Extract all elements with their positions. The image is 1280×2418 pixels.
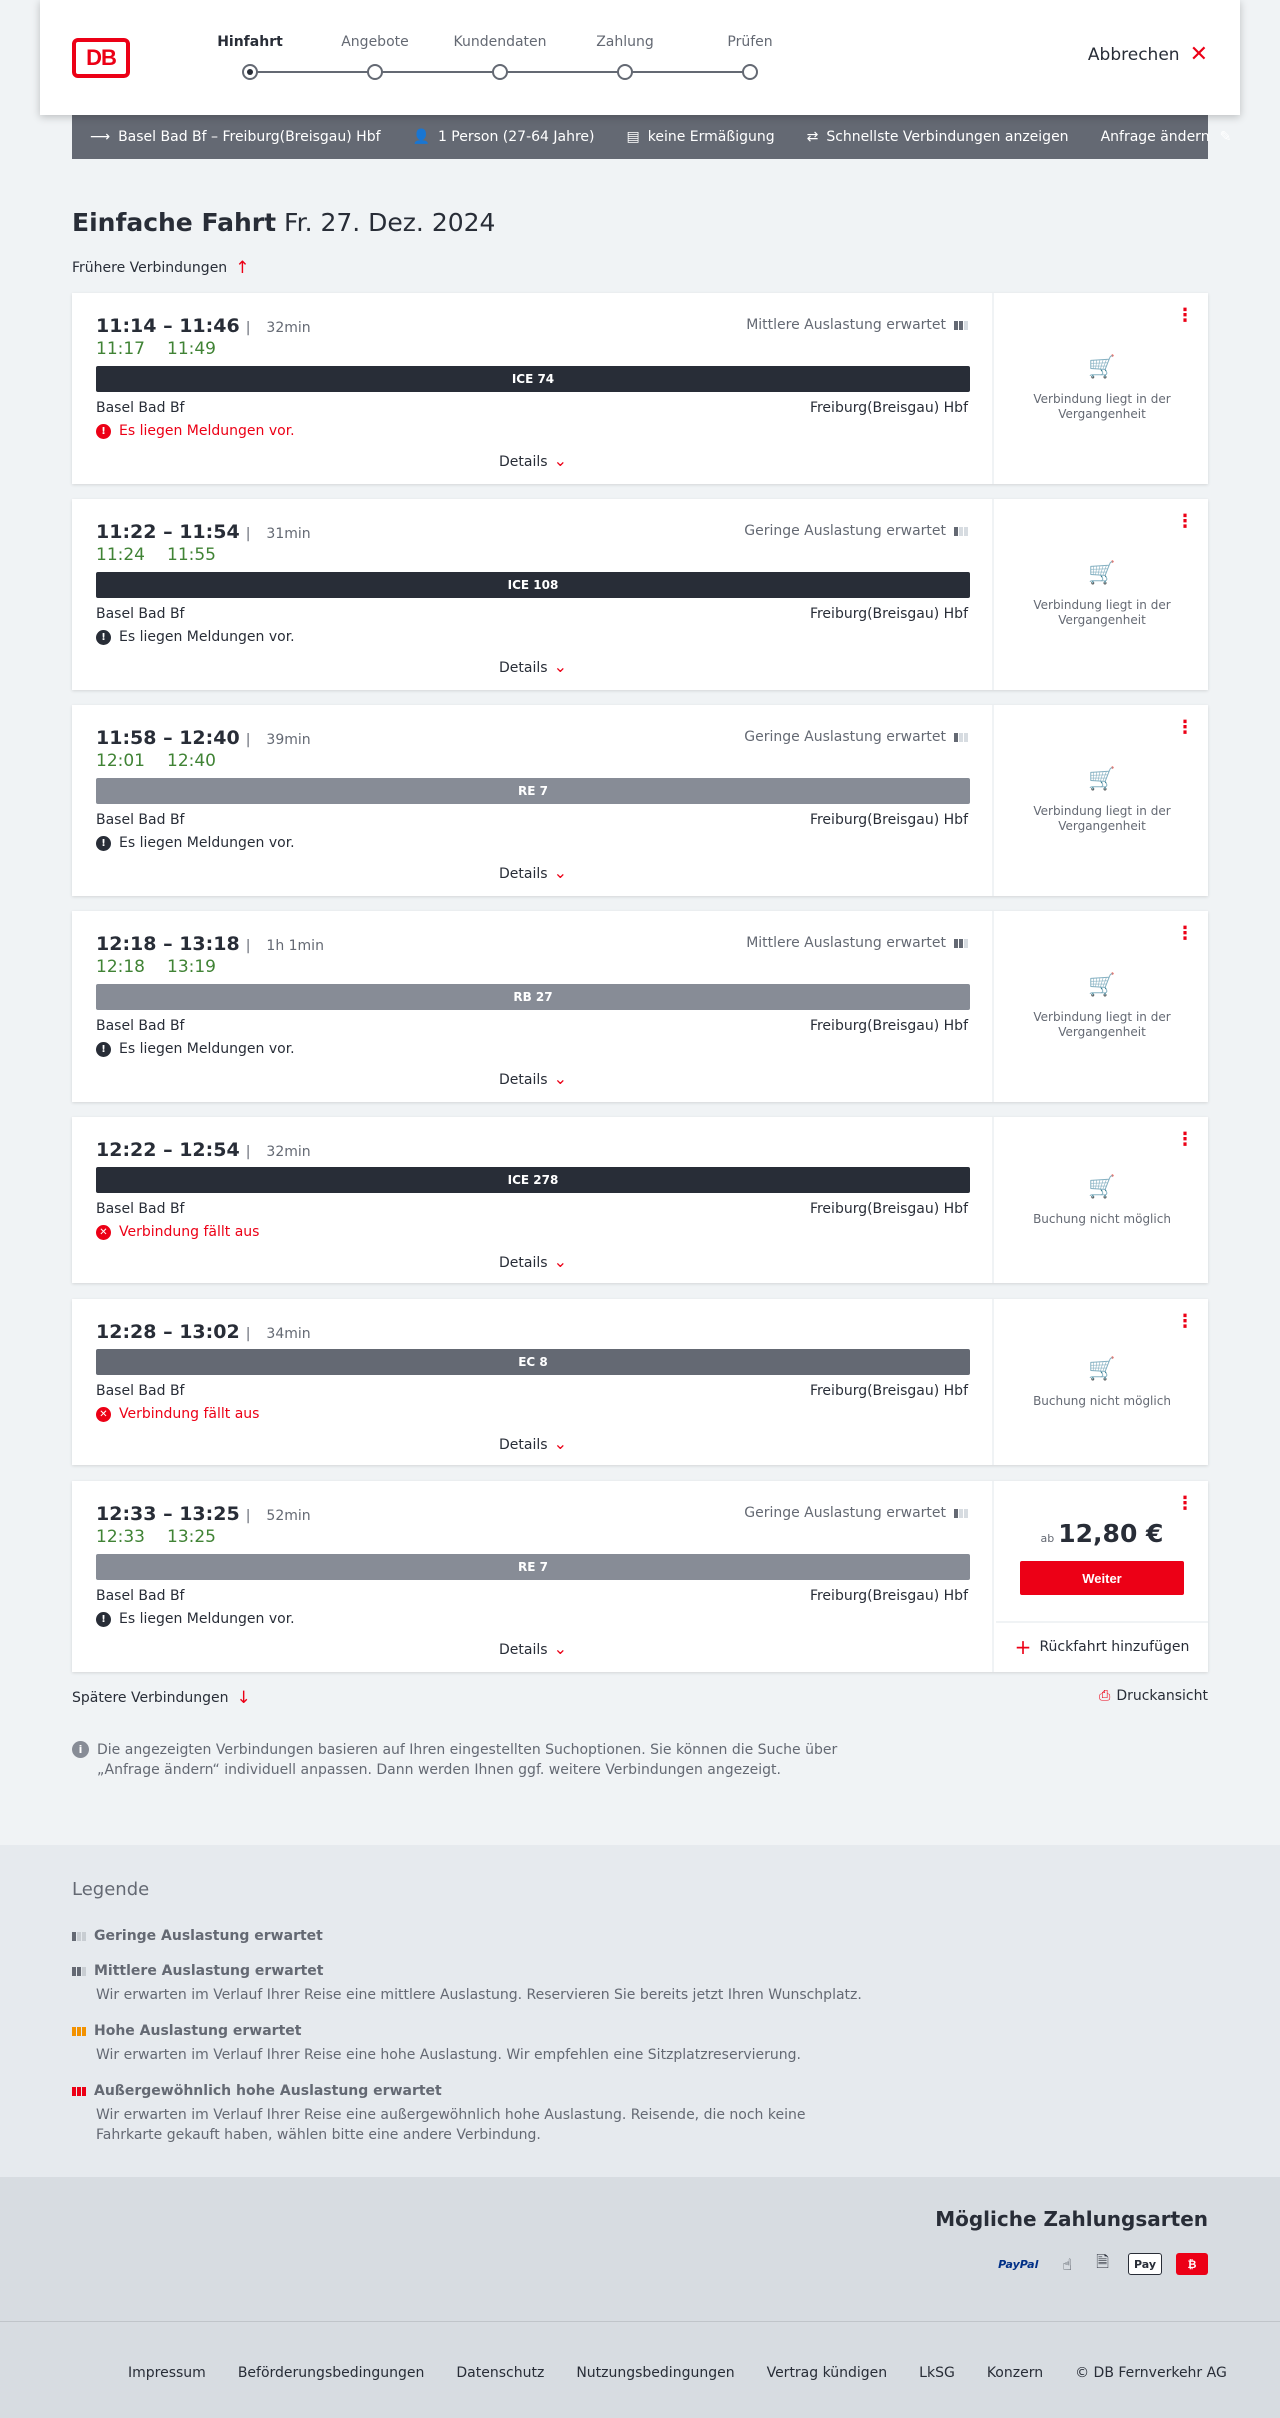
connection-main <box>72 1481 994 1672</box>
db-logo[interactable] <box>72 38 130 78</box>
add-return-trip-button[interactable] <box>996 1621 1208 1671</box>
message-alert <box>96 1041 295 1057</box>
discount-text: keine Ermäßigung <box>647 129 775 145</box>
from-station: Basel Bad Bf <box>96 1383 185 1399</box>
footer-link-befoerderungsbedingungen[interactable]: Beförderungsbedingungen <box>237 2365 425 2381</box>
booking-side <box>996 1117 1208 1283</box>
step-dot <box>617 64 633 80</box>
alert-icon: ! <box>96 1612 111 1627</box>
details-toggle[interactable] <box>72 1434 994 1453</box>
query-route[interactable] <box>90 129 381 145</box>
connection-card[interactable] <box>72 705 1208 896</box>
train-bar[interactable] <box>96 778 970 804</box>
legend-item-medium <box>72 1963 872 2005</box>
chevron-down-icon: ⌄ <box>553 1252 567 1271</box>
connection-main <box>72 1299 994 1465</box>
message-alert <box>96 835 295 851</box>
applepay-label: Pay <box>1133 2257 1156 2271</box>
message-alert <box>96 423 295 439</box>
cart-icon: 🛒 <box>1088 973 1116 998</box>
print-label: Druckansicht <box>1116 1688 1208 1704</box>
continue-button[interactable]: Weiter <box>1020 1561 1184 1595</box>
booking-side <box>996 911 1208 1102</box>
status-text: Verbindung liegt in der Vergangenheit <box>1033 1010 1171 1039</box>
later-connections-link[interactable] <box>72 1688 251 1708</box>
chevron-down-icon: ⌄ <box>553 657 567 676</box>
more-options-icon[interactable]: ⋮ <box>1176 305 1194 326</box>
separator: | <box>245 526 251 542</box>
load-text: Mittlere Auslastung erwartet <box>746 317 946 333</box>
close-icon: ✕ <box>1189 42 1208 67</box>
connection-times <box>96 1139 311 1161</box>
load-low-icon <box>72 1932 86 1941</box>
rt-arrival: 13:25 <box>167 1527 216 1547</box>
time-range: 12:33 – 13:25 <box>96 1503 240 1525</box>
return-label: Rückfahrt hinzufügen <box>1039 1639 1190 1655</box>
realtime-times <box>96 1527 238 1547</box>
connection-main <box>72 1117 994 1283</box>
duration: 32min <box>266 320 311 336</box>
load-text: Geringe Auslastung erwartet <box>744 523 946 539</box>
rt-departure: 12:01 <box>96 751 145 771</box>
filter-text: Schnellste Verbindungen anzeigen <box>826 129 1069 145</box>
to-station: Freiburg(Breisgau) Hbf <box>809 1383 968 1399</box>
plus-icon: + <box>1014 1635 1032 1659</box>
time-range: 11:22 – 11:54 <box>96 521 240 543</box>
to-station: Freiburg(Breisgau) Hbf <box>809 1588 968 1604</box>
train-bar[interactable] <box>96 984 970 1010</box>
step-zahlung <box>565 34 685 80</box>
connection-times <box>96 521 311 543</box>
legend-item-low <box>72 1928 872 1944</box>
separator: | <box>245 1144 251 1160</box>
separator: | <box>245 1326 251 1342</box>
separator: | <box>245 732 251 748</box>
duration: 31min <box>266 526 311 542</box>
more-options-icon[interactable]: ⋮ <box>1176 923 1194 944</box>
price-prefix: ab <box>1040 1532 1055 1545</box>
to-station: Freiburg(Breisgau) Hbf <box>809 400 968 416</box>
details-label: Details <box>499 1642 548 1658</box>
chevron-down-icon: ⌄ <box>553 1434 567 1453</box>
footer-link-impressum[interactable]: Impressum <box>128 2365 206 2381</box>
travellers-text: 1 Person (27-64 Jahre) <box>437 129 595 145</box>
connection-times <box>96 727 311 749</box>
footer-link-nutzungsbedingungen[interactable]: Nutzungsbedingungen <box>576 2365 735 2381</box>
train-name: ICE 108 <box>507 578 559 592</box>
message-text: Es liegen Meldungen vor. <box>119 1611 295 1627</box>
footer <box>0 2321 1280 2418</box>
rt-arrival: 12:40 <box>167 751 216 771</box>
cart-icon: 🛒 <box>1088 1175 1116 1200</box>
details-toggle[interactable] <box>72 1069 994 1088</box>
more-options-icon[interactable]: ⋮ <box>1176 1129 1194 1150</box>
booking-side <box>996 499 1208 690</box>
separator: | <box>245 938 251 954</box>
duration: 34min <box>266 1326 311 1342</box>
legend-item-high <box>72 2023 872 2065</box>
change-label: Anfrage ändern <box>1100 129 1210 145</box>
cancel-label: Abbrechen <box>1087 45 1180 65</box>
train-bar[interactable] <box>96 366 970 392</box>
chevron-down-icon: ⌄ <box>553 1069 567 1088</box>
filter-icon: ⇄ <box>806 129 819 145</box>
load-indicator <box>746 317 968 333</box>
alert-icon: ! <box>96 630 111 645</box>
from-station: Basel Bad Bf <box>96 606 185 622</box>
details-label: Details <box>499 866 548 882</box>
cart-status <box>996 1175 1208 1227</box>
price-value: 12,80 € <box>1058 1519 1164 1548</box>
step-dot <box>242 64 258 80</box>
query-discount[interactable] <box>627 129 775 145</box>
step-dot <box>742 64 758 80</box>
price <box>996 1519 1208 1548</box>
cancellation-alert <box>96 1406 259 1422</box>
load-indicator <box>744 523 968 539</box>
to-station: Freiburg(Breisgau) Hbf <box>809 1018 968 1034</box>
legend-item-text: Wir erwarten im Verlauf Ihrer Reise eine mittlere Auslastung. Reservieren Sie bereits jetzt Ihren Wunschplatz. <box>96 1987 862 2003</box>
train-bar[interactable] <box>96 572 970 598</box>
step-label: Prüfen <box>727 34 773 50</box>
query-travellers[interactable] <box>413 129 595 145</box>
time-range: 11:14 – 11:46 <box>96 315 240 337</box>
time-range: 12:28 – 13:02 <box>96 1321 240 1343</box>
step-angebote <box>315 34 435 80</box>
step-pruefen <box>690 34 810 80</box>
message-text: Es liegen Meldungen vor. <box>119 1041 295 1057</box>
print-icon: ⎙ <box>1099 1688 1111 1704</box>
legend-item-title: Hohe Auslastung erwartet <box>94 2023 302 2039</box>
direct-debit-icon: ☝ <box>1062 2254 1073 2274</box>
legend-title: Legende <box>72 1879 150 1900</box>
duration: 39min <box>266 732 311 748</box>
more-options-icon[interactable]: ⋮ <box>1176 1493 1194 1514</box>
legend-item-title: Mittlere Auslastung erwartet <box>94 1963 324 1979</box>
earlier-label: Frühere Verbindungen <box>72 260 228 276</box>
info-text: Die angezeigten Verbindungen basieren auf Ihren eingestellten Suchoptionen. Sie können die Suche über „Anfrage ändern“ individuell anpassen. Dann werden Ihnen ggf. weitere Verbindungen angezeigt. <box>97 1742 838 1778</box>
cancel-button[interactable] <box>1088 44 1208 66</box>
message-text: Verbindung fällt aus <box>119 1406 260 1422</box>
arrow-up-icon: ↑ <box>235 258 250 278</box>
details-toggle[interactable] <box>72 863 994 882</box>
more-options-icon[interactable]: ⋮ <box>1176 511 1194 532</box>
booking-side <box>996 1481 1208 1672</box>
load-exceptional-icon <box>72 2087 86 2096</box>
train-name: EC 8 <box>518 1355 548 1369</box>
realtime-times <box>96 339 238 359</box>
footer-link-datenschutz[interactable]: Datenschutz <box>456 2365 545 2381</box>
duration: 1h 1min <box>266 938 324 954</box>
arrow-down-icon: ↓ <box>236 1688 251 1708</box>
chevron-down-icon: ⌄ <box>553 863 567 882</box>
logo-text: DB <box>86 45 116 70</box>
details-label: Details <box>499 1072 548 1088</box>
cart-icon: 🛒 <box>1088 1357 1116 1382</box>
footer-link-konzern[interactable]: Konzern <box>986 2365 1044 2381</box>
from-station: Basel Bad Bf <box>96 812 185 828</box>
rt-departure: 12:18 <box>96 957 145 977</box>
message-alert <box>96 1611 295 1627</box>
details-toggle[interactable] <box>72 657 994 676</box>
legend-section <box>0 1845 1280 2177</box>
load-text: Mittlere Auslastung erwartet <box>746 935 946 951</box>
train-bar[interactable] <box>96 1167 970 1193</box>
connection-card[interactable] <box>72 1117 1208 1283</box>
connection-main <box>72 705 994 896</box>
load-indicator <box>746 935 968 951</box>
details-toggle[interactable] <box>72 451 994 470</box>
duration: 52min <box>266 1508 311 1524</box>
paypal-label: PayPal <box>998 2257 1039 2271</box>
step-dot <box>492 64 508 80</box>
to-station: Freiburg(Breisgau) Hbf <box>809 1201 968 1217</box>
pencil-icon: ✎ <box>1219 129 1232 145</box>
rt-departure: 12:33 <box>96 1527 145 1547</box>
message-text: Es liegen Meldungen vor. <box>119 629 295 645</box>
change-request-button[interactable] <box>1101 129 1232 145</box>
invoice-icon: 🗎 <box>1096 2251 1109 2271</box>
step-dot <box>367 64 383 80</box>
duration: 32min <box>266 1144 311 1160</box>
message-text: Verbindung fällt aus <box>119 1224 260 1240</box>
connection-times <box>96 315 311 337</box>
arrow-right-icon: ⟶ <box>90 129 111 145</box>
from-station: Basel Bad Bf <box>96 400 185 416</box>
db-bonus-icon: ₿ <box>1176 2253 1208 2275</box>
later-label: Spätere Verbindungen <box>72 1690 229 1706</box>
alert-icon: ! <box>96 1042 111 1057</box>
earlier-connections-link[interactable] <box>72 258 249 278</box>
realtime-times <box>96 751 238 771</box>
cancellation-alert <box>96 1224 259 1240</box>
alert-icon: ! <box>96 424 111 439</box>
more-options-icon[interactable]: ⋮ <box>1176 1311 1194 1332</box>
print-view-link[interactable] <box>1099 1688 1208 1704</box>
cancel-circle-icon: ✕ <box>96 1225 111 1240</box>
separator: | <box>245 1508 251 1524</box>
status-text: Verbindung liegt in der Vergangenheit <box>1033 598 1171 627</box>
connection-main <box>72 911 994 1102</box>
search-info <box>72 1740 842 1780</box>
booking-side <box>996 293 1208 484</box>
connection-main <box>72 499 994 690</box>
payment-title: Mögliche Zahlungsarten <box>935 2207 1208 2231</box>
load-text: Geringe Auslastung erwartet <box>744 1505 946 1521</box>
load-indicator <box>744 729 968 745</box>
booking-side <box>996 705 1208 896</box>
person-icon: 👤 <box>412 129 430 145</box>
cancel-circle-icon: ✕ <box>96 1407 111 1422</box>
cart-status <box>996 355 1208 422</box>
query-filter[interactable] <box>807 129 1069 145</box>
card-icon: ▤ <box>626 129 640 145</box>
footer-link-lksg[interactable]: LkSG <box>919 2365 955 2381</box>
realtime-times <box>96 545 238 565</box>
details-label: Details <box>499 454 548 470</box>
footer-link-vertrag-kuendigen[interactable]: Vertrag kündigen <box>766 2365 888 2381</box>
more-options-icon[interactable]: ⋮ <box>1176 717 1194 738</box>
chevron-down-icon: ⌄ <box>553 451 567 470</box>
connection-main <box>72 293 994 484</box>
load-low-icon <box>954 733 968 742</box>
details-toggle[interactable] <box>72 1252 994 1271</box>
rt-arrival: 13:19 <box>167 957 216 977</box>
rt-departure: 11:24 <box>96 545 145 565</box>
step-label: Zahlung <box>596 34 654 50</box>
status-text: Buchung nicht möglich <box>1033 1212 1171 1226</box>
status-text: Verbindung liegt in der Vergangenheit <box>1033 392 1171 421</box>
legend-item-title: Außergewöhnlich hohe Auslastung erwartet <box>94 2083 442 2099</box>
realtime-times <box>96 957 238 977</box>
train-name: ICE 74 <box>511 372 555 386</box>
train-name: RB 27 <box>513 990 553 1004</box>
from-station: Basel Bad Bf <box>96 1588 185 1604</box>
page-title <box>72 208 495 237</box>
load-medium-icon <box>954 939 968 948</box>
connection-card[interactable] <box>72 1481 1208 1672</box>
train-name: RE 7 <box>518 1560 548 1574</box>
connection-card[interactable] <box>72 499 1208 690</box>
load-text: Geringe Auslastung erwartet <box>744 729 946 745</box>
top-area <box>0 0 1280 155</box>
rt-departure: 11:17 <box>96 339 145 359</box>
from-station: Basel Bad Bf <box>96 1018 185 1034</box>
train-name: RE 7 <box>518 784 548 798</box>
progress-steps <box>210 34 773 84</box>
train-bar[interactable] <box>96 1554 970 1580</box>
message-text: Es liegen Meldungen vor. <box>119 835 295 851</box>
legend-item-text: Wir erwarten im Verlauf Ihrer Reise eine außergewöhnlich hohe Auslastung. Reisende, die noch keine Fahrkarte gekauft haben, wählen bitte eine andere Verbindung. <box>96 2107 806 2143</box>
time-range: 12:22 – 12:54 <box>96 1139 240 1161</box>
status-text: Verbindung liegt in der Vergangenheit <box>1033 804 1171 833</box>
apple-pay-icon <box>1128 2253 1162 2275</box>
details-label: Details <box>499 1437 548 1453</box>
load-low-icon <box>954 1509 968 1518</box>
cart-status <box>996 561 1208 628</box>
route-text: Basel Bad Bf – Freiburg(Breisgau) Hbf <box>118 129 381 145</box>
load-high-icon <box>72 2027 86 2036</box>
legend-item-exceptional <box>72 2083 872 2145</box>
details-label: Details <box>499 1255 548 1271</box>
from-station: Basel Bad Bf <box>96 1201 185 1217</box>
info-icon: i <box>72 1741 89 1758</box>
details-label: Details <box>499 660 548 676</box>
legend-item-title: Geringe Auslastung erwartet <box>94 1928 323 1944</box>
booking-header <box>40 0 1240 115</box>
to-station: Freiburg(Breisgau) Hbf <box>809 812 968 828</box>
legend-item-text: Wir erwarten im Verlauf Ihrer Reise eine hohe Auslastung. Wir empfehlen eine Sitzplatzreservierung. <box>96 2047 801 2063</box>
connection-times <box>96 933 324 955</box>
to-station: Freiburg(Breisgau) Hbf <box>809 606 968 622</box>
step-hinfahrt <box>190 34 310 80</box>
cart-icon: 🛒 <box>1088 561 1116 586</box>
connection-card[interactable] <box>72 911 1208 1102</box>
train-name: ICE 278 <box>507 1173 559 1187</box>
rt-arrival: 11:49 <box>167 339 216 359</box>
paypal-icon <box>993 2253 1043 2275</box>
load-medium-icon <box>72 1967 86 1976</box>
connection-card[interactable] <box>72 293 1208 484</box>
separator: | <box>245 320 251 336</box>
time-range: 11:58 – 12:40 <box>96 727 240 749</box>
chevron-down-icon: ⌄ <box>553 1639 567 1658</box>
cart-icon: 🛒 <box>1088 767 1116 792</box>
message-text: Es liegen Meldungen vor. <box>119 423 295 439</box>
alert-icon: ! <box>96 836 111 851</box>
step-kundendaten <box>440 34 560 80</box>
cart-status <box>996 973 1208 1040</box>
time-range: 12:18 – 13:18 <box>96 933 240 955</box>
load-indicator <box>744 1505 968 1521</box>
footer-links <box>128 2365 1227 2381</box>
message-alert <box>96 629 295 645</box>
load-low-icon <box>954 527 968 536</box>
footer-copyright: © DB Fernverkehr AG <box>1075 2365 1227 2381</box>
load-medium-icon <box>954 321 968 330</box>
step-label: Angebote <box>341 34 409 50</box>
details-toggle[interactable] <box>72 1639 994 1658</box>
connection-card[interactable] <box>72 1299 1208 1465</box>
status-text: Buchung nicht möglich <box>1033 1394 1171 1408</box>
title-text: Einfache Fahrt <box>72 208 277 237</box>
title-date: Fr. 27. Dez. 2024 <box>284 208 496 237</box>
payment-icons <box>993 2253 1208 2275</box>
connection-times <box>96 1503 311 1525</box>
step-label: Kundendaten <box>453 34 547 50</box>
booking-side <box>996 1299 1208 1465</box>
cart-icon: 🛒 <box>1088 355 1116 380</box>
train-bar[interactable] <box>96 1349 970 1375</box>
payment-section <box>0 2177 1280 2321</box>
cart-status <box>996 767 1208 834</box>
query-bar <box>72 115 1232 159</box>
step-label: Hinfahrt <box>217 34 283 50</box>
cart-status <box>996 1357 1208 1409</box>
rt-arrival: 11:55 <box>167 545 216 565</box>
connection-times <box>96 1321 311 1343</box>
